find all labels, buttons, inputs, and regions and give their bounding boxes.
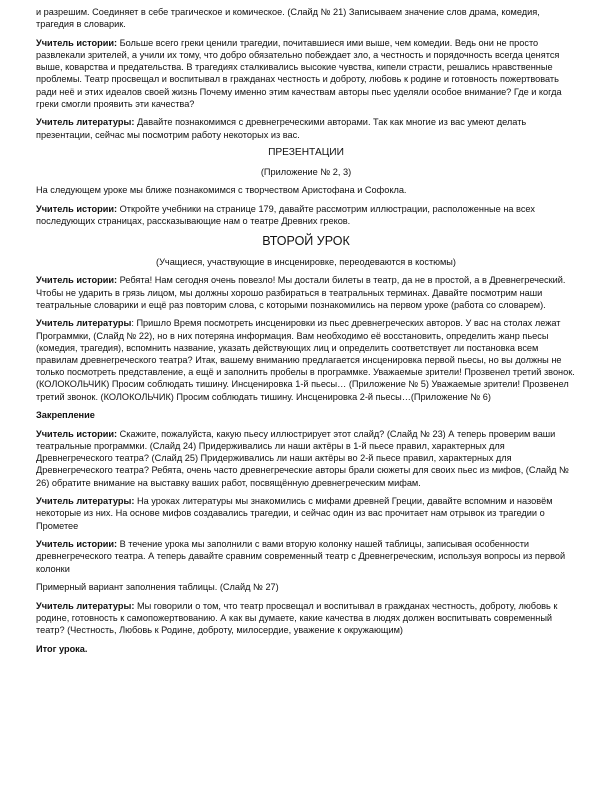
paragraph-4: На следующем уроке мы ближе познакомимся с творчеством Аристофана и Софокла. bbox=[36, 185, 407, 196]
speaker-label: Учитель литературы bbox=[36, 318, 132, 329]
section-heading-presentations: ПРЕЗЕНТАЦИИ bbox=[268, 147, 344, 159]
subheading-lesson-summary: Итог урока. bbox=[36, 643, 88, 654]
paragraph-6: Учитель истории: Ребята! Нам сегодня очень повезло! Мы достали билеты в театр, да не в простой, а в Древнегреческий. Чтобы не ударить в грязь лицом, мы должны хорошо разбираться в театральных терминах. Давайте посмотрим наши театральные словарики и ещё раз повторим слова, с которыми познакомились на первом уроке (работа со словарем). bbox=[36, 275, 566, 310]
paragraph-8: Учитель истории: Скажите, пожалуйста, какую пьесу иллюстрирует этот слайд? (Слайд № 23) А теперь проверим ваши театральные программки. (Слайд 24) Придерживались ли наши актёры в 1-й пьесе правил, характерных для Древнегреческого театра? (Слайд 25) Придерживались ли наши актёры во 2-й пьесе правил, характерных для Древнегреческого театра? Ребята, очень часто древнегреческие авторы брали сюжеты для своих пьес из мифов, (Слайд № 26) обратите внимание на выставку ваших работ, посвящённую древнегреческим мифам. bbox=[36, 428, 569, 488]
speaker-label: Учитель литературы: bbox=[36, 117, 135, 128]
paragraph-9: Учитель литературы: На уроках литературы мы знакомились с мифами древней Греции, давайте вспомним и назовём некоторые из них. На основе мифов создавались трагедии, и сейчас один из вас прочитает нам отрывок из трагедии о Прометее bbox=[36, 496, 553, 531]
paragraph-7: Учитель литературы: Пришло Время посмотреть инсценировки из пьес древнегреческих авторов. У вас на столах лежат Программки, (Слайд № 22), но в них потеряна информация. Вам необходимо её восстановить, определить жанр пьесы (комедия, трагедия), вспомнить название, указать действующих лиц и определить соответствует ли постановка всем правилам древнегреческого театра? Итак, вашему вниманию предлагается инсценировка первой пьесы, но вы должны не только посмотреть представление, а ещё и заполнить пробелы в программке. Уважаемые зрители! Прозвенел третий звонок. (КОЛОКОЛЬЧИК) Просим соблюдать тишину. Инсценировка 1-й пьесы… (Приложение № 5) Уважаемые зрители! Прозвенел третий звонок. (КОЛОКОЛЬЧИК) Просим соблюдать тишину. Инсценировка 2-й пьесы…(Приложение № 6) bbox=[36, 318, 575, 402]
section-heading-second-lesson: ВТОРОЙ УРОК bbox=[262, 233, 350, 248]
speaker-label: Учитель истории: bbox=[36, 37, 118, 48]
paragraph-11: Примерный вариант заполнения таблицы. (Слайд № 27) bbox=[36, 582, 279, 593]
speaker-label: Учитель истории: bbox=[36, 275, 118, 286]
appendix-note: (Приложение № 2, 3) bbox=[260, 166, 352, 177]
paragraph-12: Учитель литературы: Мы говорили о том, что театр просвещал и воспитывал в гражданах честность, доброту, любовь к родине, готовность к самопожертвованию. А как вы думаете, какие качества в людях должен воспитывать современный театр? (Честность, Любовь к Родине, доброту, милосердие, уважение к окружающим) bbox=[36, 600, 558, 636]
stage-direction: (Учащиеся, участвующие в инсценировке, переодеваются в костюмы) bbox=[156, 256, 456, 267]
paragraph-1: и разрешим. Соединяет в себе трагическое и комическое. (Слайд № 21) Записываем значение слов драма, комедия, трагедия в словарик. bbox=[36, 7, 540, 30]
subheading-consolidation: Закрепление bbox=[36, 410, 95, 421]
paragraph-5: Учитель истории: Откройте учебники на странице 179, давайте рассмотрим иллюстрации, расположенные на всех последующих страницах, рассказывающие нам о театре Древних греков. bbox=[36, 203, 535, 227]
speaker-label: Учитель литературы: bbox=[36, 496, 135, 507]
speaker-label: Учитель истории: bbox=[36, 428, 118, 439]
paragraph-10: Учитель истории: В течение урока мы заполнили с вами вторую колонку нашей таблицы, записывая особенности древнегреческого театра. А теперь давайте сравним современный театр с Древнегреческим, используя вопросы из первой колонки bbox=[36, 539, 566, 574]
speaker-label: Учитель литературы: bbox=[36, 600, 135, 611]
paragraph-2: Учитель истории: Больше всего греки ценили трагедии, почитавшиеся ими выше, чем комедии. Ведь они не просто развлекали зрителей, а учили их тому, что добро обязательно побеждает зло, а честность и порядочность всегда ценятся выше, коварства и предательства. В трагедиях сталкивались высокие чувства, кипели страсти, решались нравственные проблемы. Театр просвещал и воспитывал в гражданах честность и доброту, любовь к родине и готовность пожертвовать ради неё и этих идеалов своей жизнь Почему именно этим качествам авторы пьес уделяли особое внимание? Где и когда греки смогли проявить эти качества? bbox=[36, 37, 562, 109]
document-page bbox=[36, 6, 576, 661]
speaker-label: Учитель истории: bbox=[36, 539, 118, 550]
speaker-label: Учитель истории: bbox=[36, 203, 118, 214]
paragraph-3: Учитель литературы: Давайте познакомимся с древнегреческими авторами. Так как многие из вас умеют делать презентации, сейчас мы посмотрим работу некоторых из вас. bbox=[36, 117, 527, 140]
